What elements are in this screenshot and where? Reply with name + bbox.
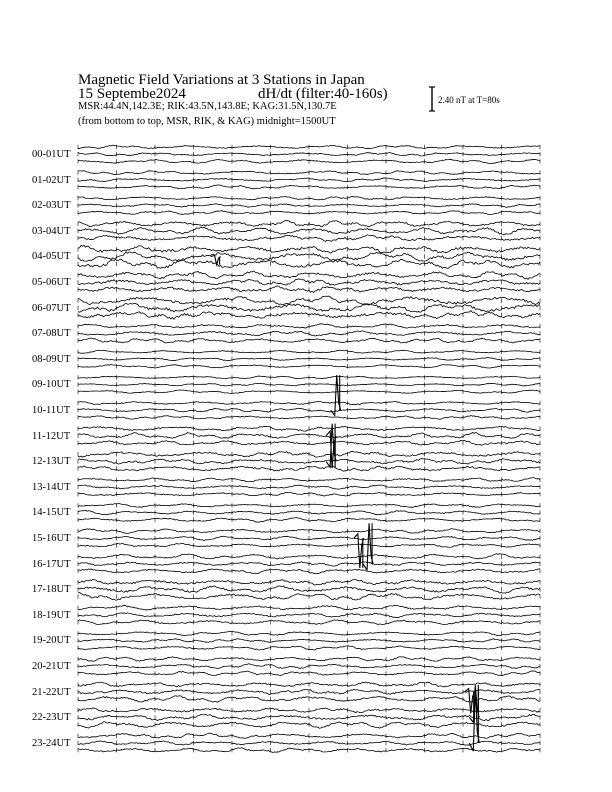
station-trace-msr [78, 592, 540, 600]
hour-label: 11-12UT [32, 430, 71, 442]
station-trace-msr [78, 311, 540, 320]
hour-label: 18-19UT [32, 609, 71, 621]
hour-label: 00-01UT [32, 149, 71, 160]
hour-label: 22-23UT [32, 712, 71, 724]
date-label: 15 Septembe2024 [78, 86, 186, 102]
scale-label: 2.40 nT at T=80s [438, 95, 500, 105]
hour-label: 08-09UT [32, 353, 71, 365]
hour-label: 16-17UT [32, 558, 71, 570]
hour-label: 07-08UT [32, 328, 71, 340]
order-label: (from bottom to top, MSR, RIK, & KAG) midnight=1500UT [78, 116, 336, 127]
hour-label: 01-02UT [32, 174, 71, 186]
station-trace-msr [78, 235, 540, 242]
hour-label: 06-07UT [32, 302, 71, 314]
spike-mark [331, 375, 341, 415]
hour-label: 03-04UT [32, 225, 71, 237]
filter-label: dH/dt (filter:40-160s) [258, 86, 388, 102]
hour-label: 23-24UT [32, 737, 71, 749]
hour-label: 19-20UT [32, 635, 71, 647]
hour-label: 02-03UT [32, 200, 71, 212]
hour-label: 12-13UT [32, 456, 71, 468]
hour-label: 17-18UT [32, 584, 71, 596]
hour-label: 05-06UT [32, 277, 71, 288]
hour-label: 21-22UT [32, 686, 71, 698]
hour-label: 15-16UT [32, 533, 71, 544]
hour-label: 10-11UT [32, 405, 71, 416]
hour-label: 20-21UT [32, 661, 71, 672]
stations-label: MSR:44.4N,142.3E; RIK:43.5N,143.8E; KAG:31.5N,130.7E [78, 101, 337, 112]
chart-title: Magnetic Field Variations at 3 Stations in Japan [78, 72, 365, 88]
hour-label: 04-05UT [32, 251, 71, 263]
hour-label: 14-15UT [32, 507, 71, 519]
hour-label: 09-10UT [32, 379, 71, 391]
hour-label: 13-14UT [32, 481, 71, 493]
